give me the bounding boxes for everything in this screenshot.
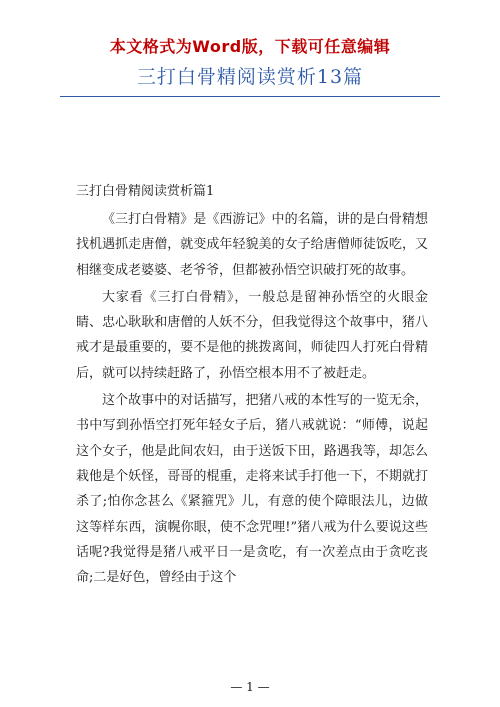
editable-notice: 本文格式为Word版，下载可任意编辑 — [109, 37, 391, 56]
paragraph: 《三打白骨精》是《西游记》中的名篇，讲的是白骨精想找机遇抓走唐僧，就变成年轻貌美的女子给唐僧师徒饭吃，又相继变成老婆婆、老爷爷，但都被孙悟空识破打死的故事。 — [76, 212, 428, 278]
title-divider — [60, 96, 440, 97]
document-title: 三打白骨精阅读赏析13篇 — [136, 66, 364, 88]
section-heading: 三打白骨精阅读赏析篇1 — [76, 184, 215, 199]
body-text — [76, 207, 428, 592]
paragraph: 这个故事中的对话描写，把猪八戒的本性写的一览无余，书中写到孙悟空打死年轻女子后，猪八戒就说：“师傅，说起这个女子，他是此间农妇，由于送饭下田，路遇我等，却怎么栽他是个妖怪，哥哥的棍重，走将来试手打他一下，不期就打杀了;怕你念甚么《紧箍咒》儿，有意的使个障眼法儿，边做这等样东西，演幌你眼，使不念咒哩!”猪八戒为什么要说这些话呢?我觉得是猪八戒平日一是贪吃，有一次差点由于贪吃丧命;二是好色，曾经由于这个 — [76, 393, 428, 586]
page-number: — 1 — — [230, 680, 270, 694]
paragraph: 大家看《三打白骨精》，一般总是留神孙悟空的火眼金睛、忠心耿耿和唐僧的人妖不分，但我觉得这个故事中，猪八戒才是最重要的，要不是他的挑拨离间，师徒四人打死白骨精后，就可以持续赶路了，孙悟空根本用不了被赶走。 — [76, 289, 428, 381]
